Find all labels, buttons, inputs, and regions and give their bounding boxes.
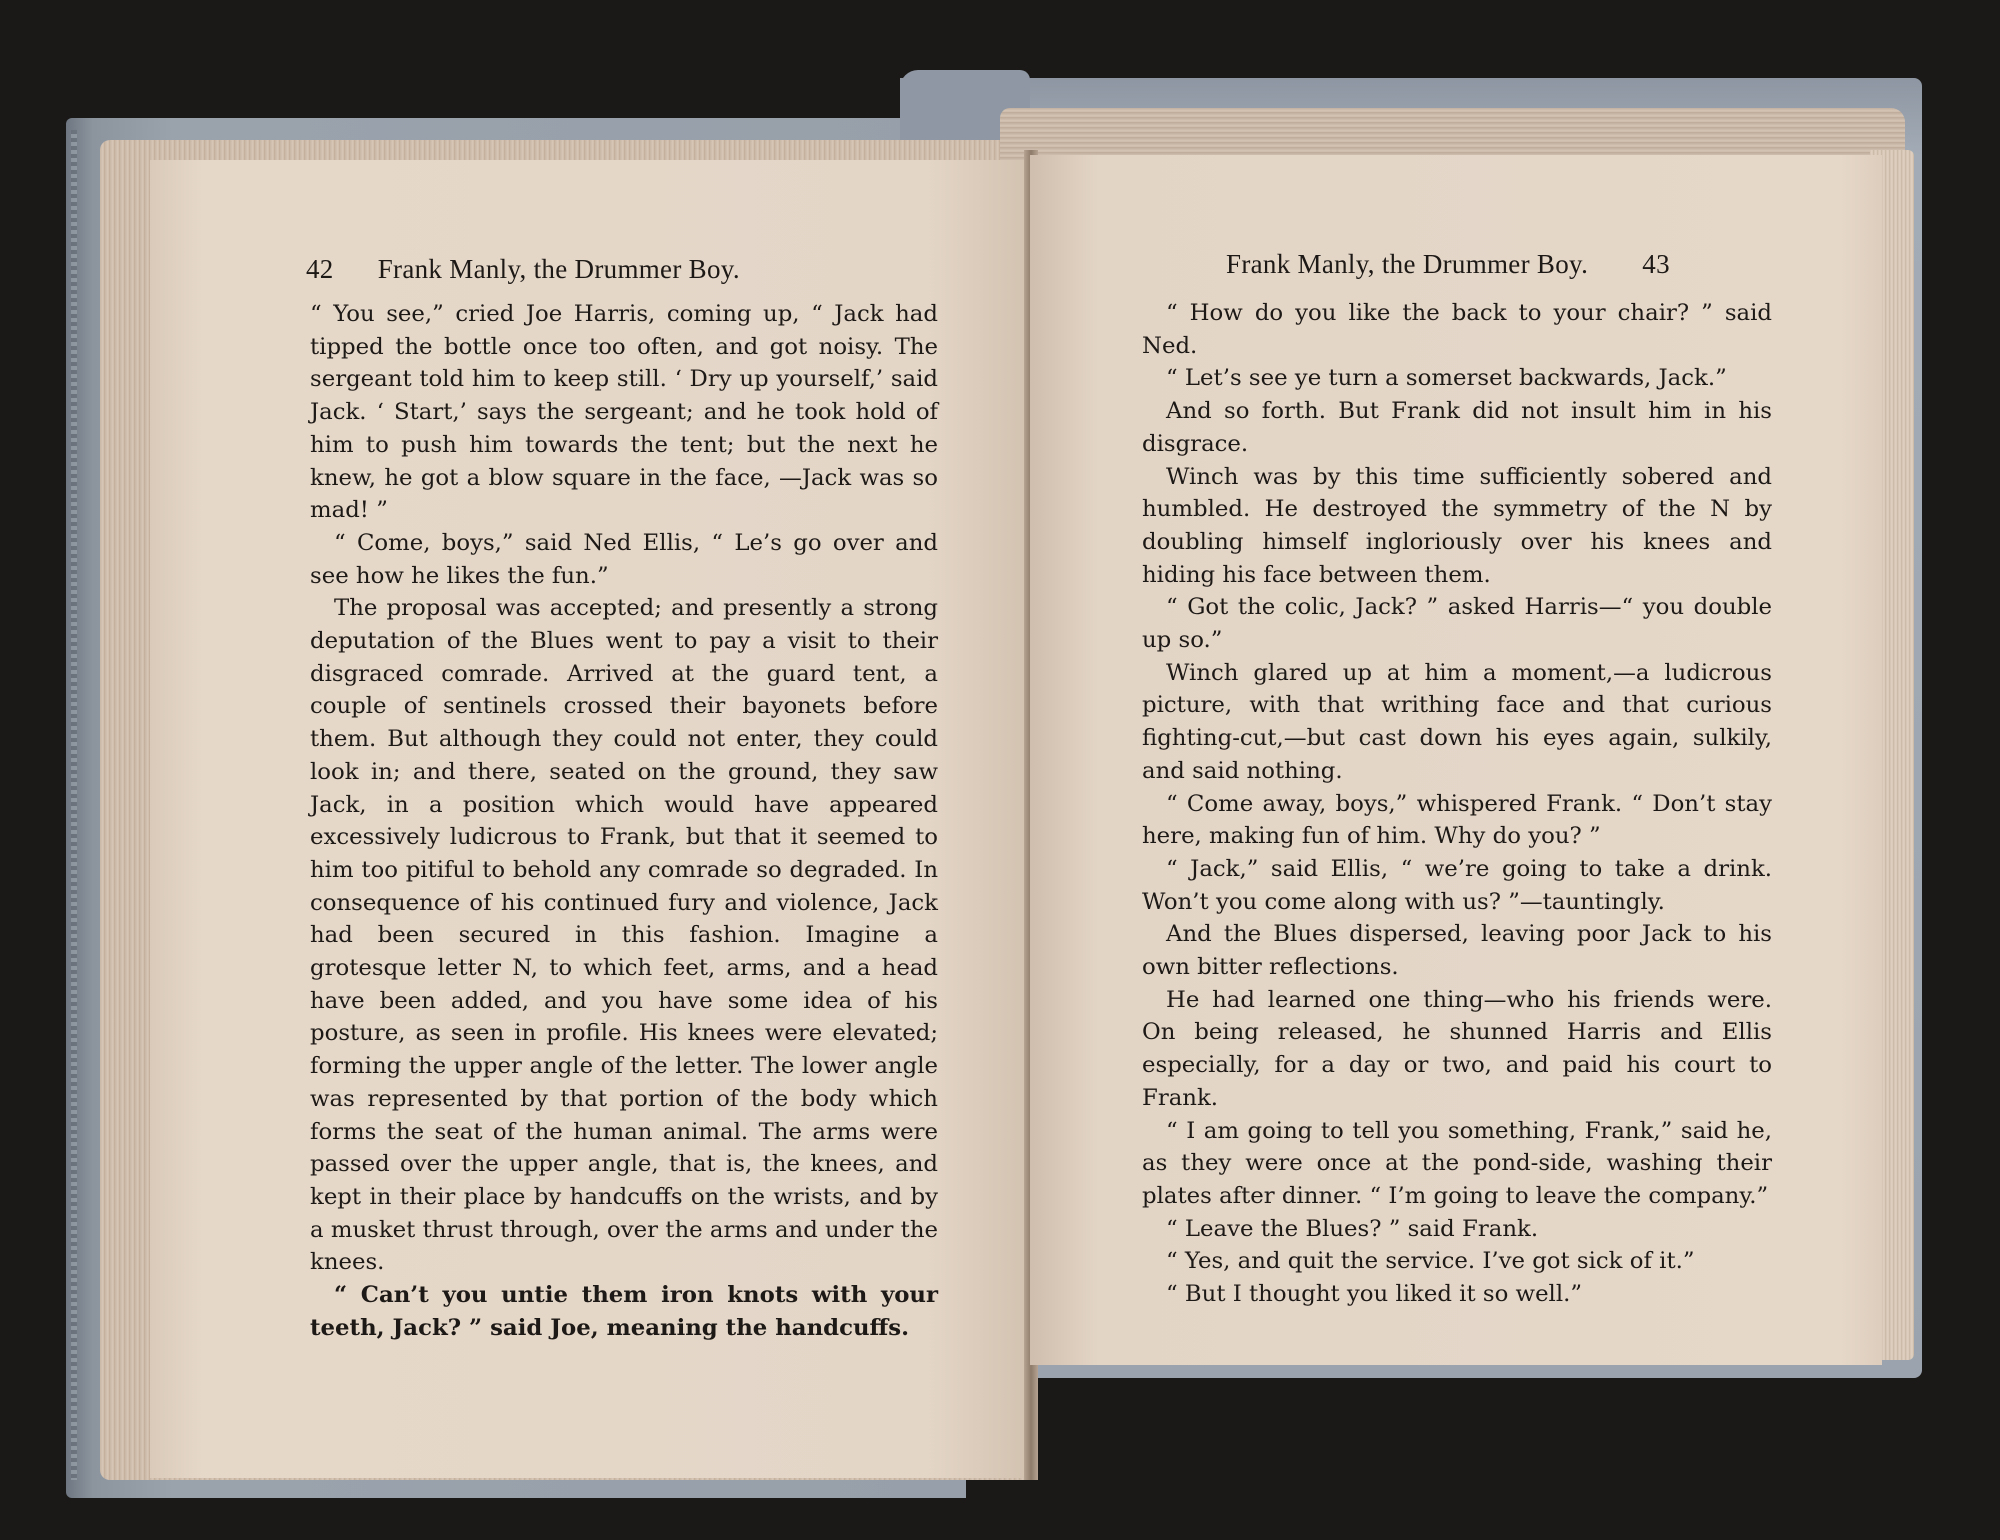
paragraph: “ Let’s see ye turn a somerset backwards, Jack.” xyxy=(1166,365,1727,392)
right-page xyxy=(1030,155,1882,1365)
paragraph: “ How do you like the back to your chair? ” said Ned. xyxy=(1142,300,1772,359)
paragraph: “ I am going to tell you something, Frank,” said he, as they were once at the pond-side, washing their plates after dinner. “ I’m going to leave the company.” xyxy=(1142,1117,1772,1209)
paragraph: “ Jack,” said Ellis, “ we’re going to take a drink. Won’t you come along with us? ”—tauntingly. xyxy=(1142,855,1772,915)
paragraph: “ Come, boys,” said Ned Ellis, “ Le’s go over and see how he likes the fun.” xyxy=(310,529,938,589)
left-page-header xyxy=(306,254,740,285)
left-page-number: 42 xyxy=(306,254,334,284)
paragraph: Winch was by this time sufficiently sobered and humbled. He destroyed the symmetry of the N by doubling himself ingloriously over his knees and hiding his face between them. xyxy=(1142,463,1772,588)
paragraph: And so forth. But Frank did not insult him in his disgrace. xyxy=(1142,398,1772,457)
right-page-header xyxy=(1226,249,1670,280)
paragraph: “ You see,” cried Joe Harris, coming up, “ Jack had tipped the bottle once too often, and got noisy. The sergeant told him to keep still. ‘ Dry up yourself,’ said Jack. ‘ Start,’ says the sergeant; and he took hold of him to push him towards the tent; but the next he knew, he got a blow square in the face, —Jack was so mad! ” xyxy=(310,301,938,524)
spine-binding xyxy=(71,130,77,1480)
paragraph: “ Can’t you untie them iron knots with your teeth, Jack? ” said Joe, meaning the handcuffs. xyxy=(310,1282,938,1341)
right-page-number: 43 xyxy=(1642,249,1670,279)
left-page xyxy=(150,160,1032,1478)
paragraph: “ But I thought you liked it so well.” xyxy=(1166,1281,1583,1308)
paragraph: “ Got the colic, Jack? ” asked Harris—“ you double up so.” xyxy=(1142,594,1772,654)
paragraph: Winch glared up at him a moment,—a ludicrous picture, with that writhing face and that curious fighting-cut,—but cast down his eyes again, sulkily, and said nothing. xyxy=(1142,659,1772,784)
left-page-body xyxy=(310,298,938,1345)
paragraph: He had learned one thing—who his friends were. On being released, he shunned Harris and Ellis especially, for a day or two, and paid his court to Frank. xyxy=(1142,986,1772,1111)
paragraph: “ Come away, boys,” whispered Frank. “ Don’t stay here, making fun of him. Why do you? ” xyxy=(1142,790,1772,850)
left-running-title: Frank Manly, the Drummer Boy. xyxy=(377,254,740,284)
right-page-body xyxy=(1142,297,1772,1311)
right-running-title: Frank Manly, the Drummer Boy. xyxy=(1226,249,1589,279)
paragraph: And the Blues dispersed, leaving poor Jack to his own bitter reflections. xyxy=(1142,921,1772,981)
paragraph: “ Leave the Blues? ” said Frank. xyxy=(1166,1215,1539,1242)
paragraph: “ Yes, and quit the service. I’ve got sick of it.” xyxy=(1166,1248,1695,1275)
paragraph: The proposal was accepted; and presently a strong deputation of the Blues went to pay a visit to their disgraced comrade. Arrived at the guard tent, a couple of sentinels crossed their bayonets before them. But although they could not enter, they could look in; and there, seated on the ground, they saw Jack, in a position which would have appeared excessively ludicrous to Frank, but that it seemed to him too pitiful to behold any comrade so degraded. In consequence of his continued fury and violence, Jack had been secured in this fashion. Imagine a grotesque letter N, to which feet, arms, and a head have been added, and you have some idea of his posture, as seen in profile. His knees were elevated; forming the upper angle of the letter. The lower angle was represented by that portion of the body which forms the seat of the human animal. The arms were passed over the upper angle, that is, the knees, and kept in their place by handcuffs on the wrists, and by a musket thrust through, over the arms and under the knees. xyxy=(310,595,938,1276)
